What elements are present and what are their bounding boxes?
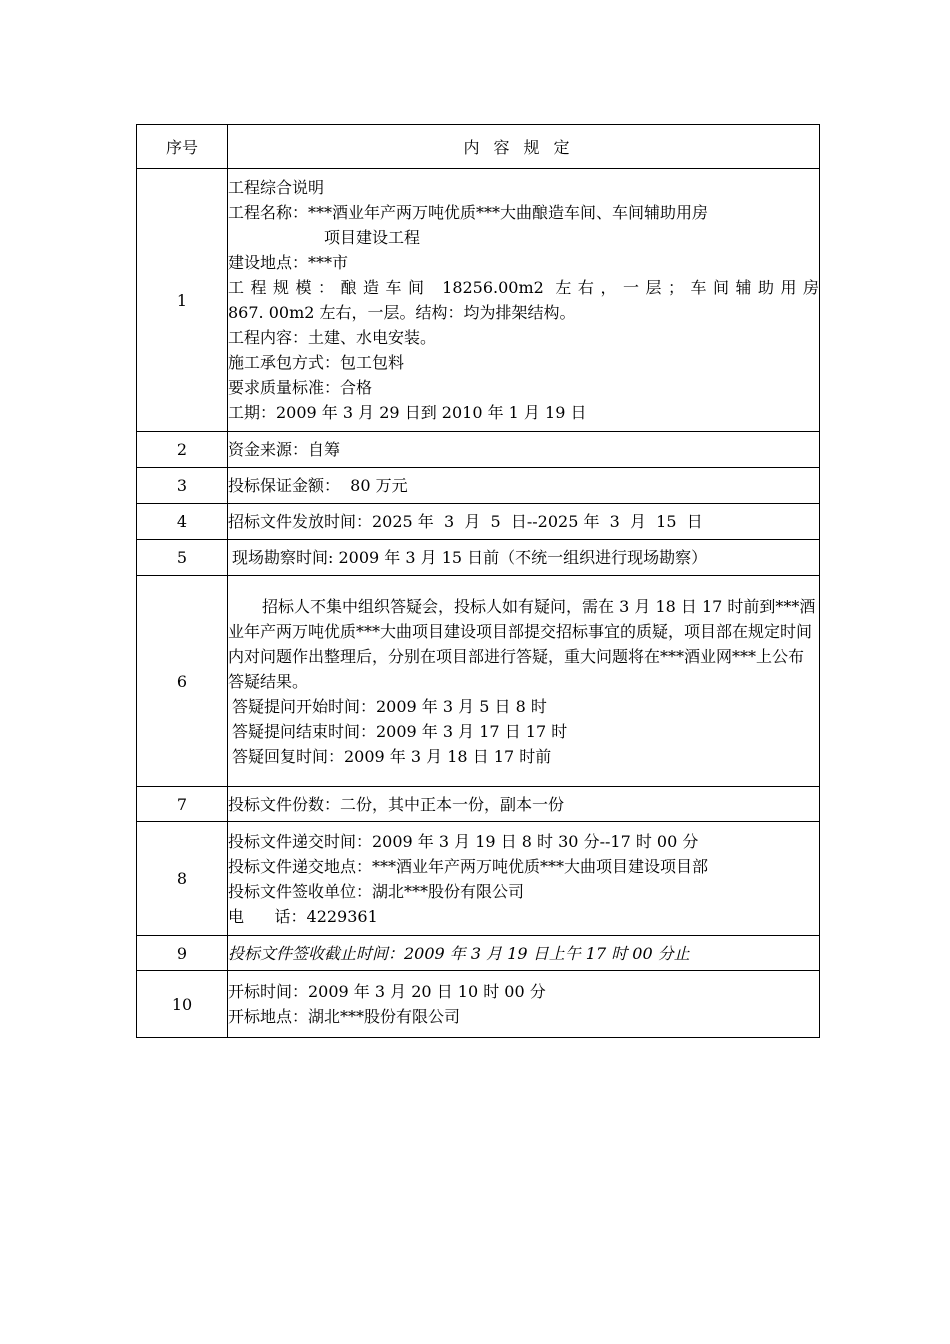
content-line: 施工承包方式：包工包料 <box>228 353 405 372</box>
row-number: 6 <box>137 576 228 787</box>
table-row <box>137 540 820 576</box>
content-line: 要求质量标准：合格 <box>228 378 373 397</box>
row-content <box>228 971 820 1038</box>
content-line: 答疑提问结束时间：2009 年 3 月 17 日 17 时 <box>232 721 568 741</box>
content-line: 资金来源：自筹 <box>228 440 341 459</box>
row-content <box>228 787 820 822</box>
content-line: 工程规模：酿造车间 18256.00m2 左右，一层；车间辅助用房 <box>228 278 819 297</box>
table-header-row <box>137 125 820 169</box>
content-line: 投标文件签收单位：湖北***股份有限公司 <box>228 881 525 901</box>
table-row <box>137 936 820 971</box>
row-number: 1 <box>137 169 228 432</box>
table-row <box>137 504 820 540</box>
table-row <box>137 576 820 787</box>
content-line: 开标地点：湖北***股份有限公司 <box>228 1007 461 1026</box>
row-number: 9 <box>137 936 228 971</box>
row-number: 3 <box>137 468 228 504</box>
row-content <box>228 540 820 576</box>
table-row <box>137 432 820 468</box>
row-content <box>228 822 820 936</box>
row-number: 4 <box>137 504 228 540</box>
row-number: 2 <box>137 432 228 468</box>
content-line: 投标保证金额： 80 万元 <box>228 476 408 495</box>
row-number: 5 <box>137 540 228 576</box>
content-line: 投标文件份数：二份，其中正本一份，副本一份 <box>228 794 565 814</box>
row-content <box>228 936 820 971</box>
row-content <box>228 169 820 432</box>
content-line: 工程综合说明 <box>228 178 325 197</box>
bid-info-table <box>136 124 820 1038</box>
content-line: 投标文件递交地点：***酒业年产两万吨优质***大曲项目建设项目部 <box>228 856 709 876</box>
header-no: 序号 <box>137 125 228 169</box>
content-line: 答疑提问开始时间：2009 年 3 月 5 日 8 时 <box>232 696 547 716</box>
content-paragraph: 招标人不集中组织答疑会，投标人如有疑问，需在 3 月 18 日 17 时前到***酒业年产两万吨优质***大曲项目建设项目部提交招标事宜的质疑，项目部在规定时间内对问题作出整理后，分别在项目部进行答疑，重大问题将在***酒业网***上公布答疑结果。 <box>228 596 816 691</box>
table-row <box>137 822 820 936</box>
content-line: 电 话：4229361 <box>228 906 378 926</box>
row-number: 8 <box>137 822 228 936</box>
row-number: 10 <box>137 971 228 1038</box>
content-line: 工程名称：***酒业年产两万吨优质***大曲酿造车间、车间辅助用房 <box>228 203 709 222</box>
content-line: 现场勘察时间: 2009 年 3 月 15 日前（不统一组织进行现场勘察） <box>232 548 708 567</box>
content-line: 工期：2009 年 3 月 29 日到 2010 年 1 月 19 日 <box>228 403 587 422</box>
table-row <box>137 169 820 432</box>
content-line: 答疑回复时间：2009 年 3 月 18 日 17 时前 <box>232 746 552 766</box>
content-line: 投标文件签收截止时间：2009 年 3 月 19 日上午 17 时 00 分止 <box>228 943 690 963</box>
row-content <box>228 468 820 504</box>
row-content <box>228 576 820 787</box>
content-line: 招标文件发放时间：2025 年 3 月 5 日--2025 年 3 月 15 日 <box>228 512 703 531</box>
table-row <box>137 971 820 1038</box>
row-content <box>228 504 820 540</box>
header-content: 内容规定 <box>228 125 820 169</box>
content-line: 开标时间：2009 年 3 月 20 日 10 时 00 分 <box>228 982 546 1001</box>
table-row <box>137 787 820 822</box>
content-line: 867. 00m2 左右，一层。结构：均为排架结构。 <box>228 303 576 322</box>
content-line: 工程内容：土建、水电安装。 <box>228 328 437 347</box>
table-row <box>137 468 820 504</box>
content-line: 建设地点：***市 <box>228 253 349 272</box>
row-number: 7 <box>137 787 228 822</box>
content-line: 投标文件递交时间：2009 年 3 月 19 日 8 时 30 分--17 时 00 分 <box>228 831 699 851</box>
content-line: 项目建设工程 <box>324 228 421 247</box>
row-content <box>228 432 820 468</box>
